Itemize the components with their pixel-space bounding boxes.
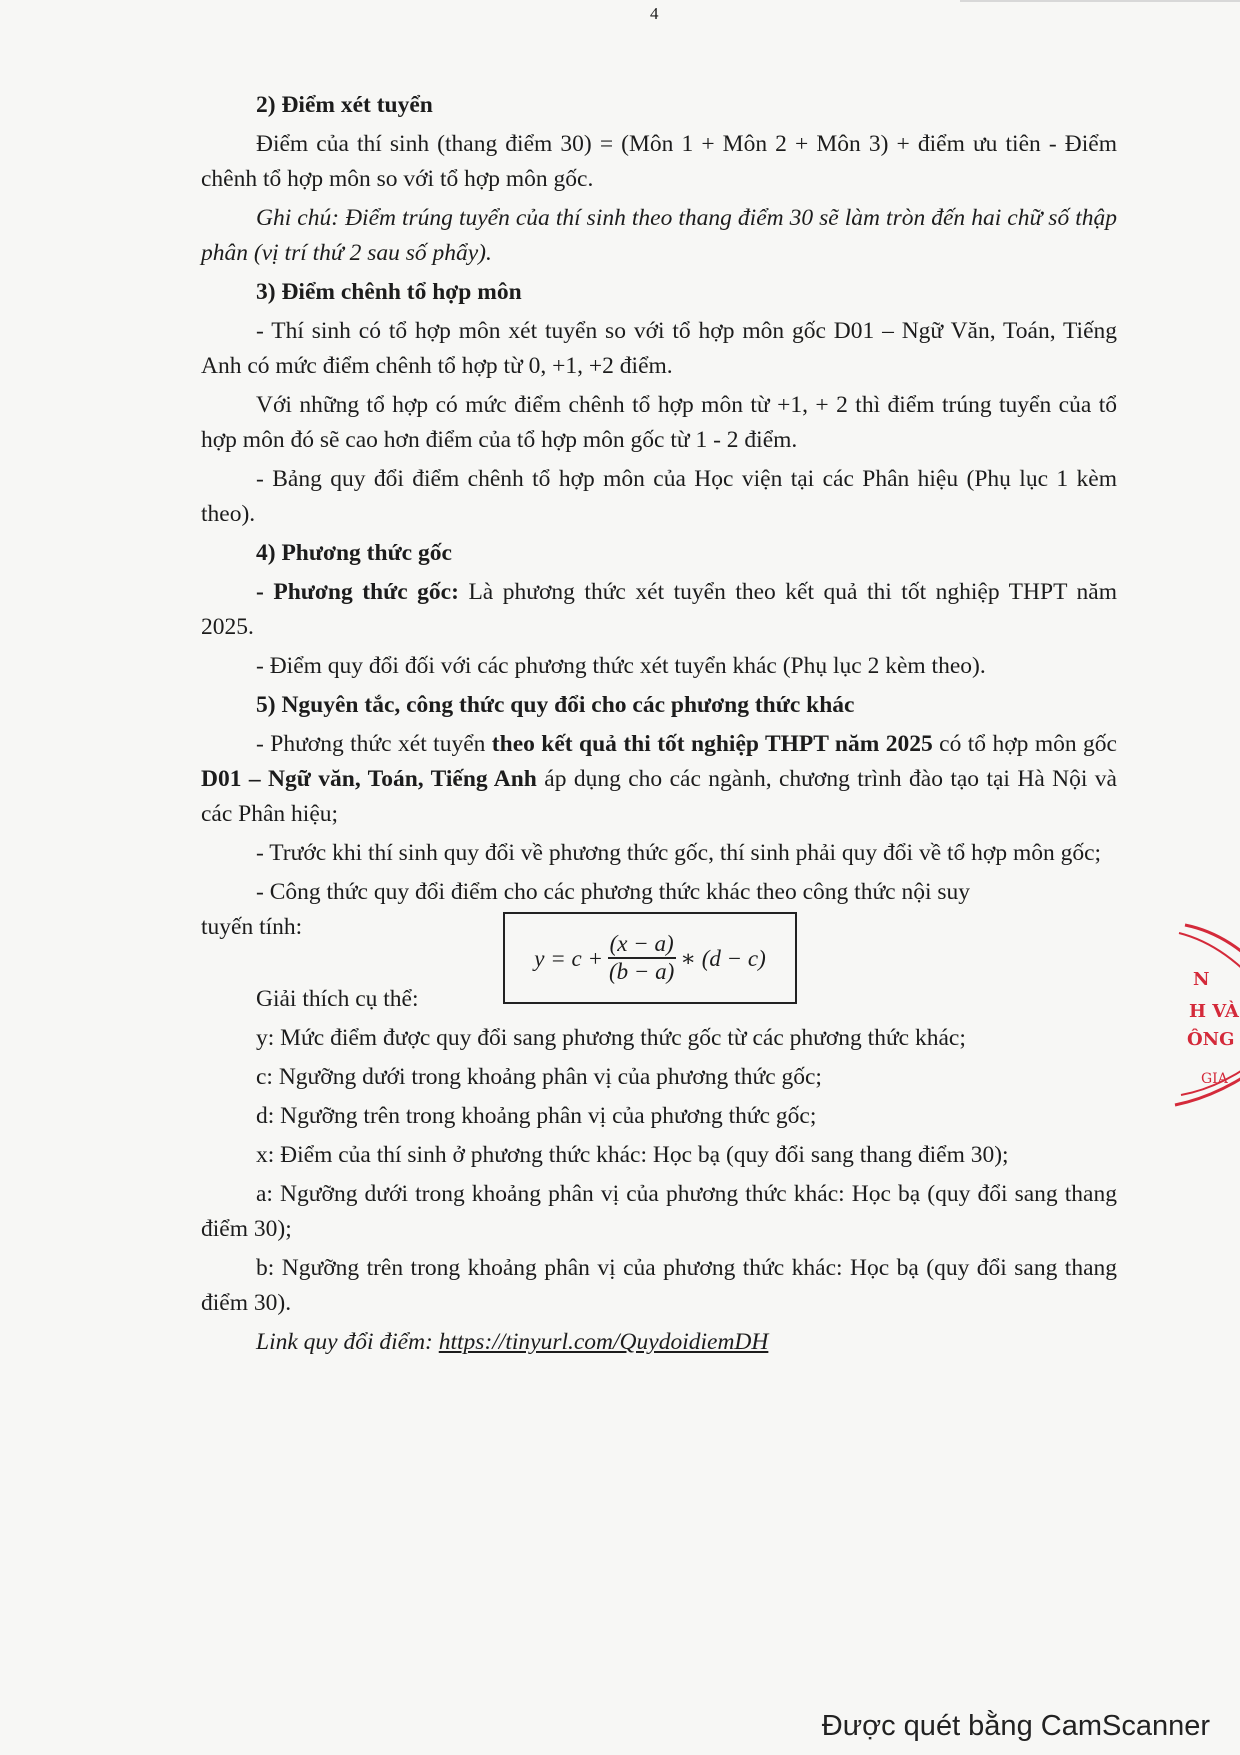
- section-4-heading: 4) Phương thức gốc: [256, 540, 452, 566]
- formula-lead-text: tuyến tính:: [201, 914, 303, 940]
- formula-lhs: y = c +: [534, 945, 603, 971]
- conversion-link[interactable]: https://tinyurl.com/QuydoidiemDH: [438, 1329, 769, 1355]
- text-run: - Phương thức xét tuyển: [256, 731, 492, 757]
- section-3-heading: 3) Điểm chênh tổ hợp môn: [256, 279, 522, 305]
- section-5-paragraph-1: [201, 727, 1117, 832]
- text-run-bold: D01 – Ngữ văn, Toán, Tiếng Anh: [201, 766, 537, 792]
- document-body: [201, 88, 1117, 1364]
- svg-text:N: N: [1193, 969, 1210, 990]
- explain-d: d: Ngưỡng trên trong khoảng phân vị của phương thức gốc;: [256, 1103, 817, 1129]
- explain-c: c: Ngưỡng dưới trong khoảng phân vị của phương thức gốc;: [256, 1064, 822, 1090]
- page-number: 4: [650, 4, 659, 23]
- explain-y: y: Mức điểm được quy đổi sang phương thức gốc từ các phương thức khác;: [256, 1025, 966, 1051]
- section-4-paragraph-2: - Điểm quy đổi đối với các phương thức xét tuyển khác (Phụ lục 2 kèm theo).: [256, 653, 986, 679]
- section-2-heading: 2) Điểm xét tuyển: [256, 92, 433, 118]
- scan-edge-line: [960, 0, 1240, 2]
- interpolation-formula-box: [503, 912, 797, 1004]
- text-run: có tổ hợp môn gốc: [932, 731, 1117, 757]
- text-run: áp dụng cho các ngành, chương trình đào tạo tại Hà Nội và các Phân hiệu;: [201, 766, 1117, 827]
- section-4-paragraph-1: [201, 575, 1117, 645]
- section-5-paragraph-2: - Trước khi thí sinh quy đổi về phương thức gốc, thí sinh phải quy đổi về tổ hợp môn gốc;: [256, 840, 1102, 866]
- formula-fraction: [607, 931, 676, 985]
- explanation-label: Giải thích cụ thể:: [256, 986, 419, 1012]
- explain-b: b: Ngưỡng trên trong khoảng phân vị của phương thức khác: Học bạ (quy đổi sang thang điểm 30).: [201, 1255, 1117, 1316]
- score-formula-line: Điểm của thí sinh (thang điểm 30) = (Môn 1 + Môn 2 + Môn 3) + điểm ưu tiên - Điểm chênh tổ hợp môn so với tổ hợp môn gốc.: [201, 131, 1117, 192]
- formula-row: [201, 910, 1117, 982]
- svg-text:ÔNG: ÔNG: [1187, 1029, 1235, 1050]
- base-method-definition: Là phương thức xét tuyển theo kết quả thi tốt nghiệp THPT năm 2025.: [201, 579, 1117, 640]
- base-method-term: - Phương thức gốc:: [256, 579, 459, 605]
- explain-a: a: Ngưỡng dưới trong khoảng phân vị của phương thức khác: Học bạ (quy đổi sang thang điểm 30);: [201, 1181, 1117, 1242]
- section-3-paragraph-2: Với những tổ hợp có mức điểm chênh tổ hợp môn từ +1, + 2 thì điểm trúng tuyển của tổ hợp môn đó sẽ cao hơn điểm của tổ hợp môn gốc từ 1 - 2 điểm.: [201, 392, 1117, 453]
- section-5-heading: 5) Nguyên tắc, công thức quy đổi cho các phương thức khác: [256, 692, 855, 718]
- formula-denominator: (b − a): [608, 959, 675, 984]
- text-run-bold: theo kết quả thi tốt nghiệp THPT năm 2025: [491, 731, 933, 757]
- formula-numerator: (x − a): [608, 931, 676, 959]
- explain-x: x: Điểm của thí sinh ở phương thức khác: Học bạ (quy đổi sang thang điểm 30);: [256, 1142, 1009, 1168]
- rounding-note: Ghi chú: Điểm trúng tuyển của thí sinh theo thang điểm 30 sẽ làm tròn đến hai chữ số thập phân (vị trí thứ 2 sau số phẩy).: [201, 205, 1117, 266]
- formula-rhs: ∗ (d − c): [680, 945, 766, 971]
- camscanner-footer: Được quét bằng CamScanner: [821, 1710, 1210, 1742]
- conversion-link-label: Link quy đổi điểm:: [256, 1329, 439, 1355]
- section-5-paragraph-3: - Công thức quy đổi điểm cho các phương thức khác theo công thức nội suy: [256, 879, 971, 905]
- svg-text:H VÀ: H VÀ: [1189, 1001, 1239, 1022]
- section-3-paragraph-3: - Bảng quy đổi điểm chênh tổ hợp môn của Học viện tại các Phân hiệu (Phụ lục 1 kèm theo).: [201, 466, 1117, 527]
- section-3-paragraph-1: - Thí sinh có tổ hợp môn xét tuyển so với tổ hợp môn gốc D01 – Ngữ Văn, Toán, Tiếng Anh có mức điểm chênh tổ hợp từ 0, +1, +2 điểm.: [201, 318, 1117, 379]
- svg-text:GIA: GIA: [1201, 1071, 1228, 1087]
- red-seal-stamp: [1165, 905, 1240, 1125]
- conversion-link-line: [201, 1325, 1117, 1360]
